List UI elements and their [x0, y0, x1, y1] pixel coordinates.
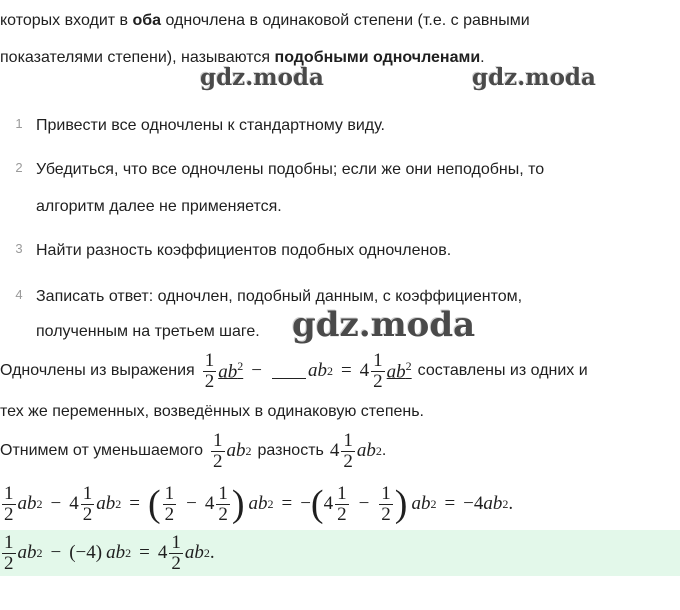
equals-sign: =	[129, 493, 140, 514]
period: .	[381, 442, 387, 459]
numerator: 1	[381, 482, 391, 504]
coefficient: −4	[463, 493, 484, 514]
whole-part: 4	[359, 360, 370, 381]
blank-space	[272, 364, 306, 379]
numerator: 1	[82, 482, 93, 504]
denominator: 2	[171, 552, 181, 574]
intro-text: .	[480, 49, 485, 66]
variable: ab	[17, 493, 37, 514]
numerator: 1	[171, 531, 181, 553]
equals-sign: =	[139, 542, 150, 563]
fraction	[163, 484, 177, 525]
whole-part: 4	[204, 493, 215, 514]
exponent: 2	[405, 358, 412, 373]
variable	[218, 359, 243, 383]
variable: ab	[248, 493, 268, 514]
right-paren: )	[394, 483, 408, 525]
exponent: 2	[326, 363, 333, 378]
numerator: 1	[204, 349, 215, 371]
denominator: 2	[373, 370, 383, 392]
variable: ab	[411, 493, 431, 514]
exponent: 2	[115, 496, 122, 511]
variable: ab	[184, 542, 204, 563]
fraction	[379, 484, 393, 525]
numerator: 1	[4, 531, 14, 553]
intro-text: показателями степени), называются	[0, 49, 275, 66]
exponent: 2	[245, 443, 252, 458]
solution-line-1	[0, 346, 588, 396]
variable	[387, 359, 412, 383]
variable: ab	[307, 360, 327, 381]
exponent: 2	[375, 443, 382, 458]
fraction	[341, 431, 355, 472]
solution-line-2: тех же переменных, возведённых в одинаковую степень.	[0, 403, 424, 420]
exponent: 2	[502, 496, 509, 511]
denominator: 2	[218, 503, 228, 525]
coefficient: (−4)	[69, 542, 103, 563]
equals-sign: =	[340, 360, 352, 381]
variable-base: ab	[218, 361, 238, 383]
minus-sign: −	[358, 493, 370, 514]
minus-sign: −	[300, 493, 311, 514]
denominator: 2	[381, 503, 391, 525]
whole-part: 4	[323, 493, 334, 514]
exponent: 2	[267, 496, 274, 511]
numerator: 1	[4, 482, 14, 504]
fraction	[211, 431, 225, 472]
denominator: 2	[4, 503, 14, 525]
step-text: Записать ответ: одночлен, подобный данным, с коэффициентом,	[36, 288, 523, 305]
step-number: 3	[15, 241, 23, 256]
watermark-logo: gdz.moda	[292, 305, 476, 345]
variable-base: ab	[386, 361, 406, 383]
numerator: 1	[213, 429, 223, 451]
denominator: 2	[82, 503, 93, 525]
variable: ab	[106, 542, 126, 563]
fraction	[216, 484, 230, 525]
fraction	[2, 533, 16, 574]
minus-sign: −	[251, 360, 262, 381]
left-paren: (	[310, 483, 324, 525]
step-text: алгоритм далее не применяется.	[36, 198, 282, 215]
numerator: 1	[337, 482, 347, 504]
numerator: 1	[373, 349, 383, 371]
definition-term: подобными одночленами	[274, 49, 481, 66]
variable: ab	[96, 493, 116, 514]
answer-line	[0, 529, 215, 577]
fraction	[203, 351, 217, 392]
intro-line-1	[0, 11, 530, 31]
left-paren: (	[147, 483, 161, 525]
computation-line	[0, 478, 513, 530]
numerator: 1	[218, 482, 228, 504]
solution-line-3	[0, 426, 386, 476]
variable: ab	[226, 440, 246, 461]
step-text: полученным на третьем шаге.	[36, 323, 260, 340]
exponent: 2	[203, 545, 210, 560]
denominator: 2	[204, 370, 215, 392]
watermark-logo: gdz.moda	[472, 64, 596, 91]
fraction	[169, 533, 183, 574]
whole-part: 4	[69, 493, 79, 514]
minus-sign: −	[50, 493, 62, 514]
step-text: Привести все одночлены к стандартному виду.	[36, 117, 385, 134]
equals-sign: =	[281, 493, 293, 514]
denominator: 2	[343, 450, 353, 472]
numerator: 1	[164, 482, 175, 504]
solution-text: Отнимем от уменьшаемого	[0, 442, 204, 459]
step-number: 1	[15, 116, 23, 131]
variable: ab	[483, 493, 503, 514]
exponent: 2	[237, 358, 244, 373]
expression	[330, 431, 382, 472]
period: .	[508, 493, 514, 514]
intro-text: которых входит в	[0, 12, 133, 29]
exponent: 2	[36, 496, 43, 511]
equals-sign: =	[444, 493, 456, 514]
intro-bold-term: оба	[132, 12, 162, 29]
step-number: 4	[15, 287, 23, 302]
step-number: 2	[15, 160, 23, 175]
exponent: 2	[430, 496, 437, 511]
period: .	[209, 542, 215, 563]
solution-text: Одночлены из выражения	[0, 362, 195, 379]
fraction	[335, 484, 349, 525]
denominator: 2	[4, 552, 14, 574]
whole-part: 4	[157, 542, 168, 563]
right-paren: )	[231, 483, 245, 525]
whole-part: 4	[329, 440, 340, 461]
denominator: 2	[213, 450, 223, 472]
fraction	[81, 484, 95, 525]
expression	[201, 351, 412, 392]
variable: ab	[356, 440, 376, 461]
denominator: 2	[164, 503, 175, 525]
denominator: 2	[337, 503, 347, 525]
minus-sign: −	[186, 493, 197, 514]
fraction	[371, 351, 385, 392]
expression	[209, 431, 252, 472]
solution-text: составлены из одних и	[417, 362, 588, 379]
watermark-logo: gdz.moda	[200, 64, 324, 91]
step-text: Убедиться, что все одночлены подобны; если же они неподобны, то	[36, 161, 545, 178]
minus-sign: −	[50, 542, 62, 563]
exponent: 2	[125, 545, 132, 560]
numerator: 1	[343, 429, 353, 451]
variable: ab	[17, 542, 37, 563]
intro-text: одночлена в одинаковой степени (т.е. с равными	[161, 12, 530, 29]
fraction	[2, 484, 16, 525]
step-text: Найти разность коэффициентов подобных одночленов.	[36, 242, 452, 259]
solution-text: разность	[257, 442, 324, 459]
exponent: 2	[36, 545, 43, 560]
